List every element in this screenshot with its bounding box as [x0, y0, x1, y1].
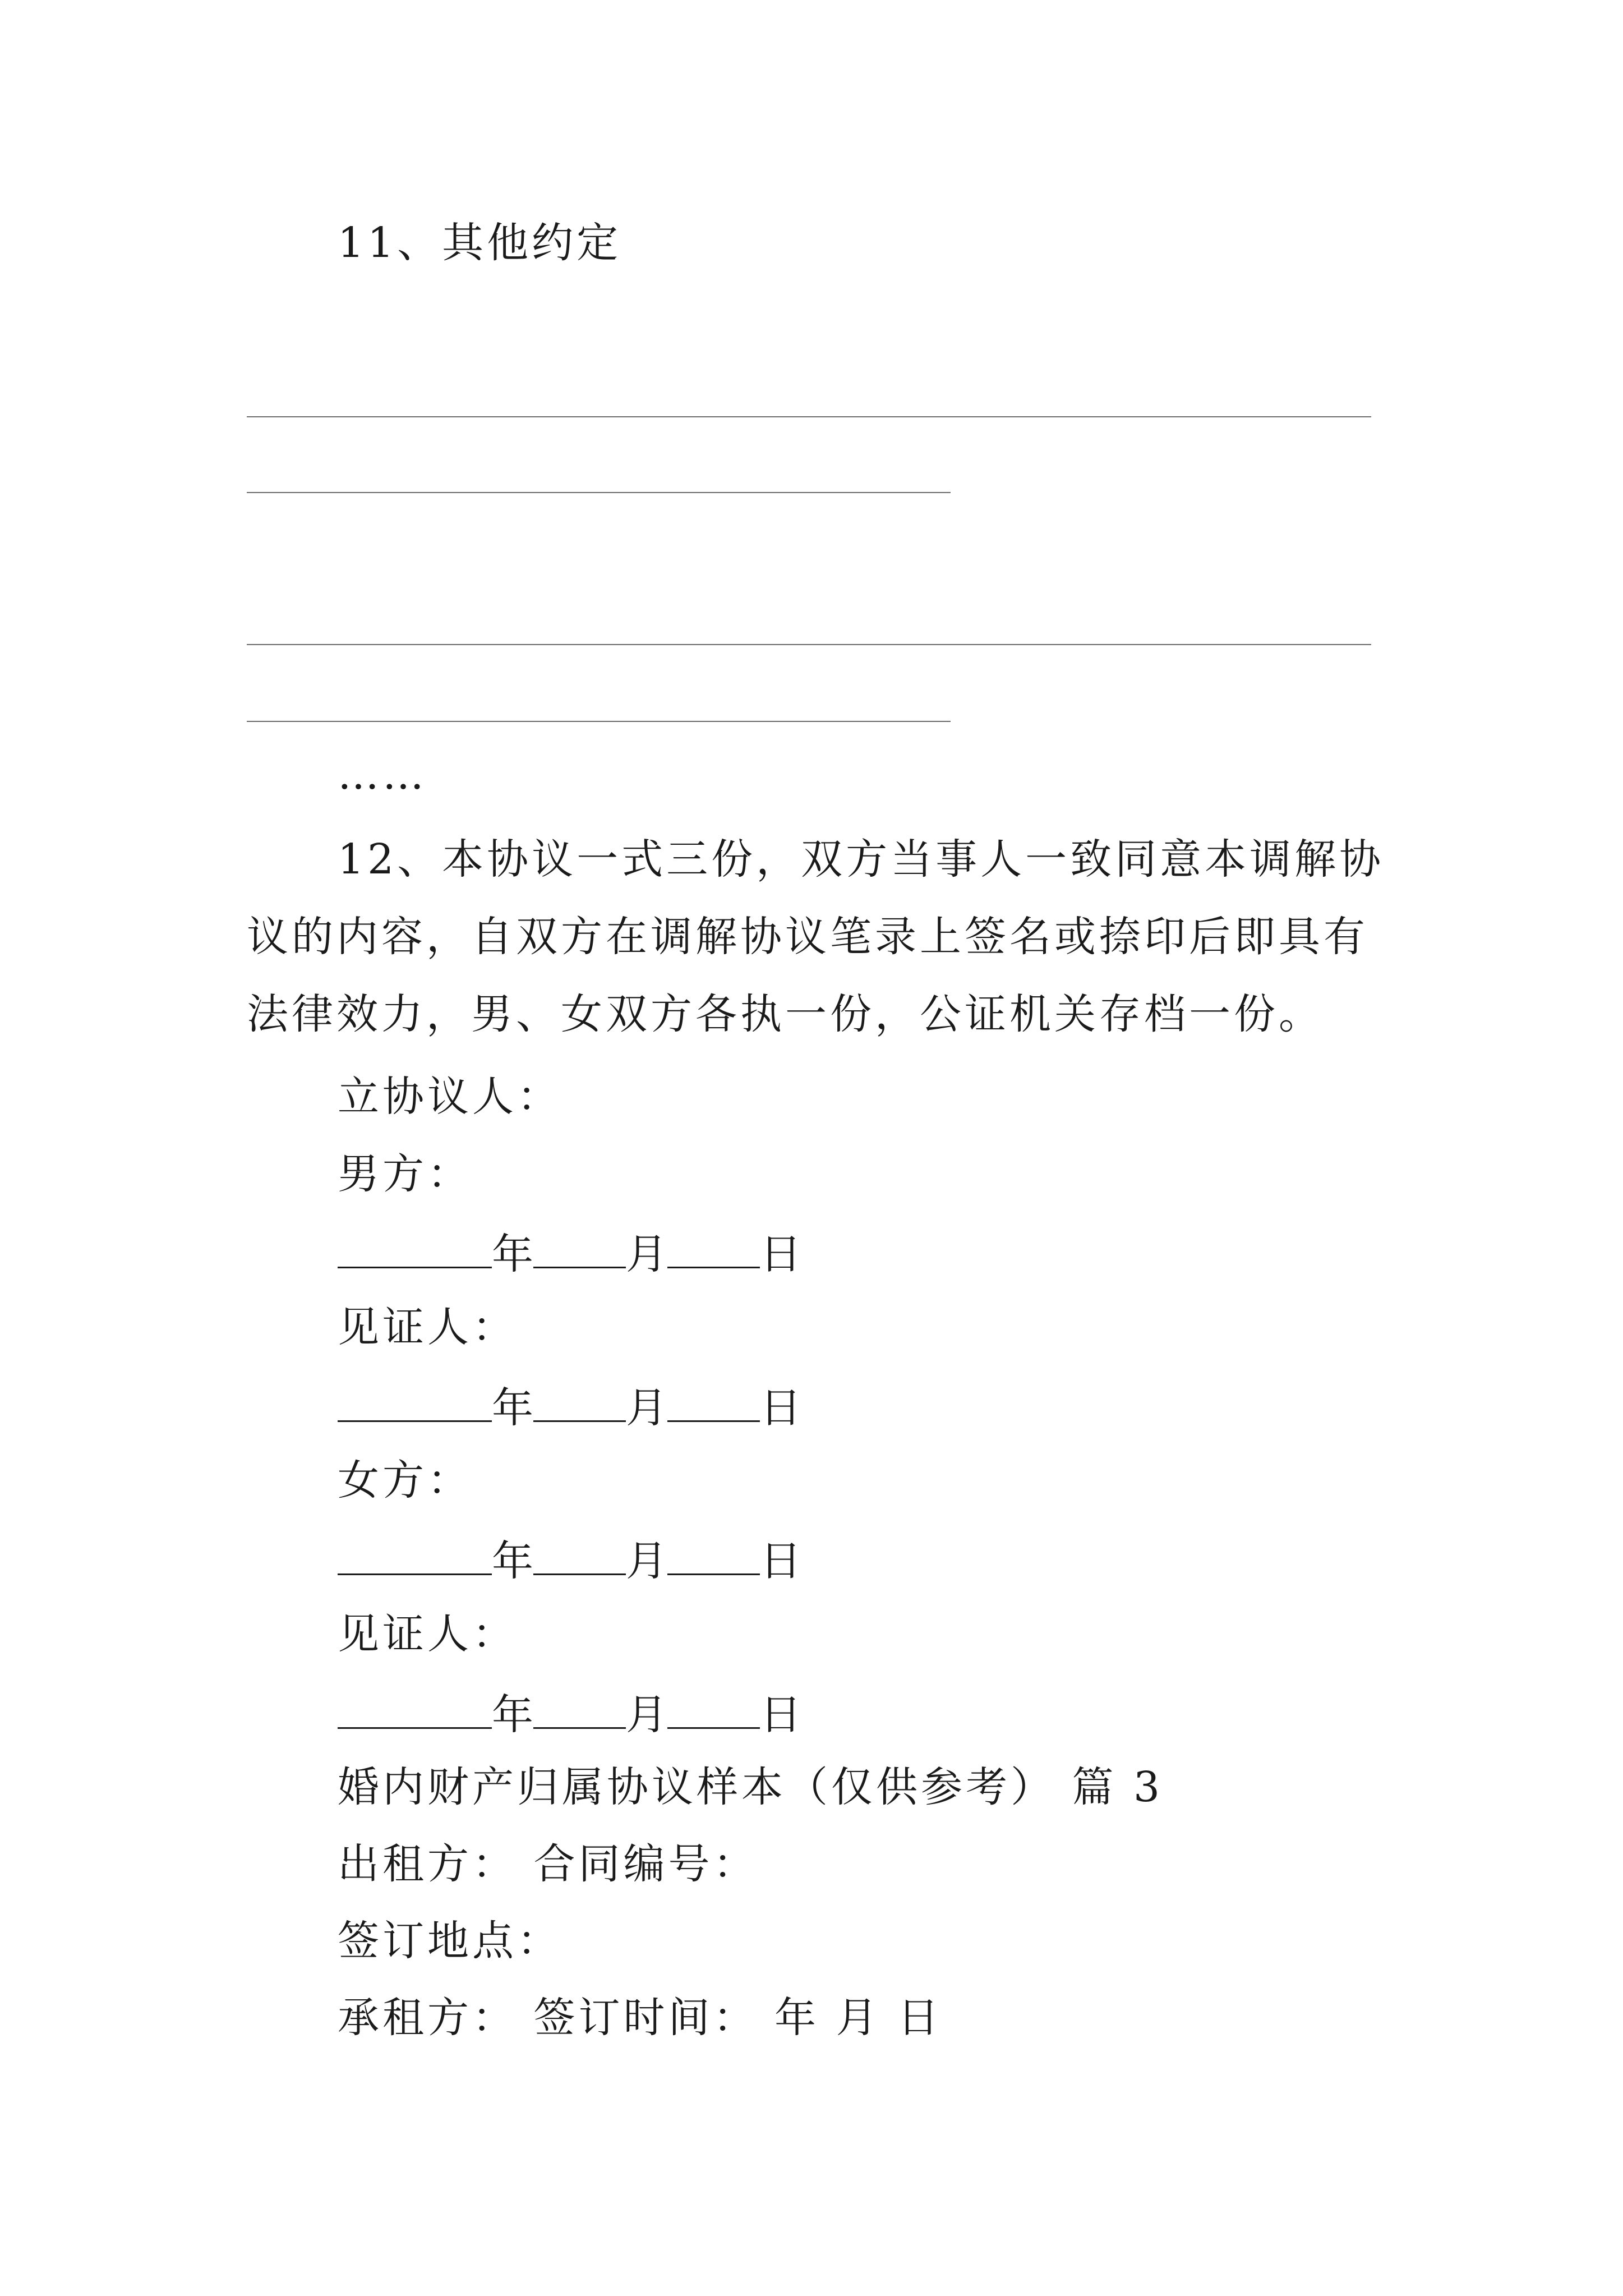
date-line-witness-2: [338, 1690, 801, 1739]
date-line-male: [338, 1230, 801, 1278]
section-12-text: 12、本协议一式三份，双方当事人一致同意本调解协议的内容，自双方在调解协议笔录上签名或捺印后即具有法律效力，男、女双方各执一份，公证机关存档一份。: [247, 835, 1385, 1038]
year-label: 年: [492, 1384, 533, 1432]
month-label: 月: [626, 1230, 667, 1278]
day-blank[interactable]: [667, 1230, 760, 1268]
day-label: 日: [760, 1230, 801, 1278]
day-blank[interactable]: [667, 1536, 760, 1575]
month-blank[interactable]: [533, 1536, 626, 1575]
year-blank[interactable]: [338, 1536, 492, 1575]
year-blank[interactable]: [338, 1383, 492, 1422]
month-label: 月: [626, 1691, 667, 1739]
next-section-title: 婚内财产归属协议样本（仅供参考） 篇 3: [338, 1763, 1164, 1811]
female-party-label: 女方：: [338, 1456, 472, 1504]
year-label: 年: [492, 1230, 533, 1278]
section-11-heading: 11、其他约定: [338, 219, 622, 267]
section-12-paragraph: [247, 821, 1402, 1053]
day-label: 日: [760, 1384, 801, 1432]
day-blank[interactable]: [667, 1690, 760, 1729]
blank-rule-line: [247, 721, 951, 722]
witness-label-1: 见证人：: [338, 1303, 517, 1351]
year-blank[interactable]: [338, 1230, 492, 1268]
day-blank[interactable]: [667, 1383, 760, 1422]
blank-rule-line: [247, 416, 1371, 417]
day-label: 日: [760, 1537, 801, 1585]
day-label: 日: [760, 1691, 801, 1739]
signing-place-line: 签订地点：: [338, 1917, 562, 1965]
month-blank[interactable]: [533, 1230, 626, 1268]
lessor-line: 出租方： 合同编号：: [338, 1840, 758, 1888]
month-blank[interactable]: [533, 1690, 626, 1729]
year-label: 年: [492, 1537, 533, 1585]
parties-label: 立协议人：: [338, 1073, 562, 1121]
blank-rule-line: [247, 644, 1371, 645]
year-blank[interactable]: [338, 1690, 492, 1729]
month-label: 月: [626, 1384, 667, 1432]
ellipsis-text: ……: [338, 751, 427, 799]
month-label: 月: [626, 1537, 667, 1585]
month-blank[interactable]: [533, 1383, 626, 1422]
lessee-line: 承租方： 签订时间： 年 月 日: [338, 1994, 943, 2042]
male-party-label: 男方：: [338, 1150, 472, 1198]
witness-label-2: 见证人：: [338, 1610, 517, 1658]
date-line-female: [338, 1536, 801, 1585]
blank-rule-line: [247, 492, 951, 493]
year-label: 年: [492, 1691, 533, 1739]
date-line-witness-1: [338, 1383, 801, 1432]
